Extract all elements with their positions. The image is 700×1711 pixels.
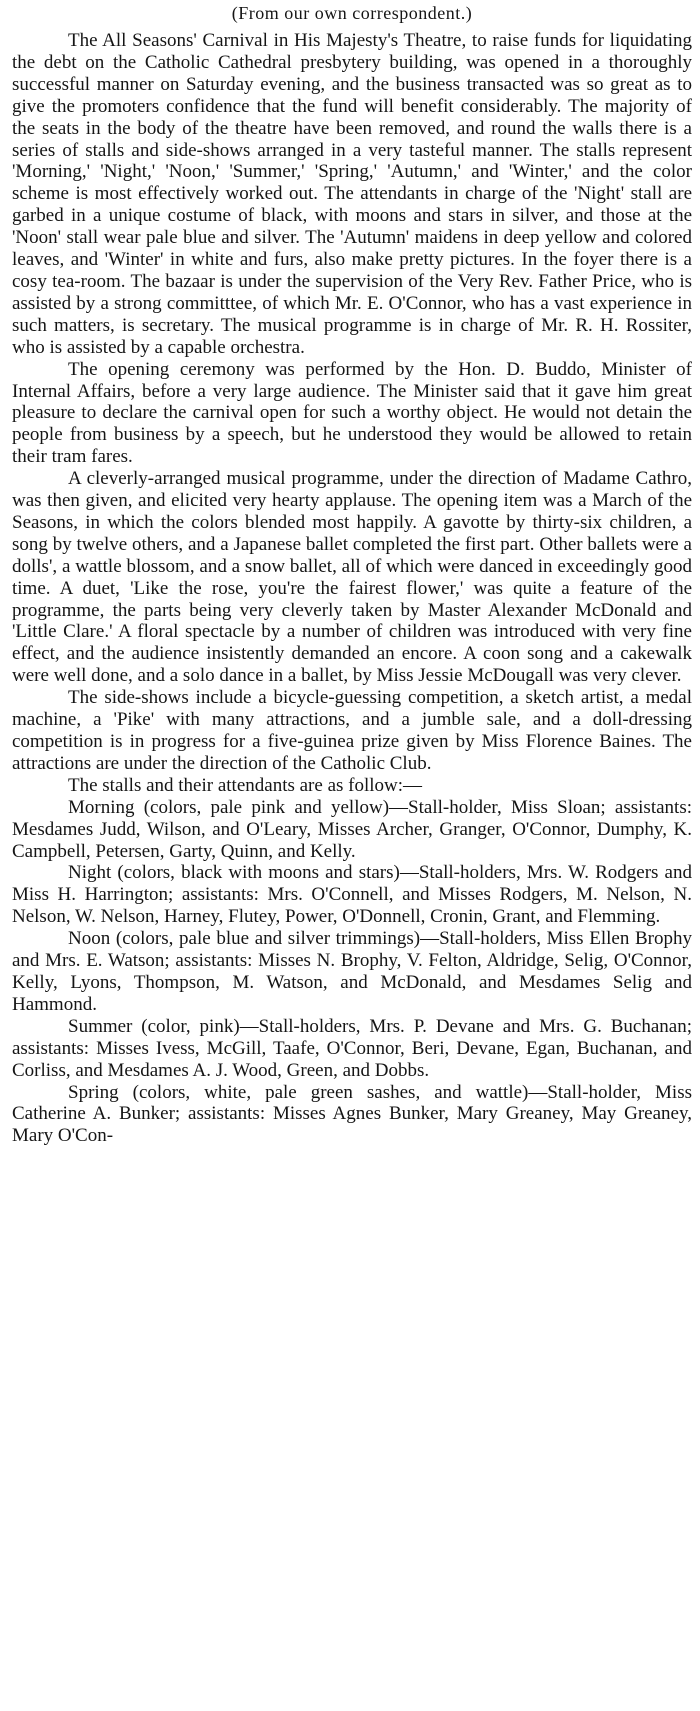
paragraph-side-shows: The side-shows include a bicycle-guessing competition, a sketch artist, a medal machine, a 'Pike' with many attractions, and a jumble sale, and a doll-dressing competition is in progress for a five-guinea prize given by Miss Florence Baines. The attractions are under the direction of the Catholic Club. [12,687,692,774]
stall-noon: Noon (colors, pale blue and silver trimmings)—Stall-holders, Miss Ellen Brophy and Mrs. E. Watson; assistants: Misses N. Brophy, V. Felton, Aldridge, Selig, O'Connor, Kelly, Lyons, Thompson, M. Watson, and McDonald, and Mesdames Selig and Hammond. [12,928,692,1015]
byline: (From our own correspondent.) [231,3,473,23]
stall-night: Night (colors, black with moons and stars)—Stall-holders, Mrs. W. Rodgers and Miss H. Harrington; assistants: Mrs. O'Connell, and Misses Rodgers, M. Nelson, N. Nelson, W. Nelson, Harney, Flutey, Power, O'Donnell, Cronin, Grant, and Flemming. [12,862,692,928]
stall-spring: Spring (colors, white, pale green sashes, and wattle)—Stall-holder, Miss Catherine A. Bunker; assistants: Misses Agnes Bunker, Mary Greaney, May Greaney, Mary O'Con- [12,1081,692,1147]
paragraph-ceremony: The opening ceremony was performed by the Hon. D. Buddo, Minister of Internal Affairs, before a very large audience. The Minister said that it gave him great pleasure to declare the carnival open for such a worthy object. He would not detain the people from business by a speech, but he understood they would be allowed to retain their tram fares. [12,358,692,468]
paragraph-opening: The All Seasons' Carnival in His Majesty's Theatre, to raise funds for liquidating the debt on the Catholic Cathedral presbytery building, was opened in a thoroughly successful manner on Saturday evening, and the business transacted was so great as to give the promoters confidence that the fund will benefit considerably. The majority of the seats in the body of the theatre have been removed, and round the walls there is a series of stalls and side-shows arranged in a very tasteful manner. The stalls represent 'Morning,' 'Night,' 'Noon,' 'Summer,' 'Spring,' 'Autumn,' and 'Winter,' and the color scheme is most effectively worked out. The attendants in charge of the 'Night' stall are garbed in a unique costume of black, with moons and stars in silver, and those at the 'Noon' stall wear pale blue and silver. The 'Autumn' maidens in deep yellow and colored leaves, and 'Winter' in white and furs, also make pretty pictures. In the foyer there is a cosy tea-room. The bazaar is under the supervision of the Very Rev. Father Price, who is assisted by a strong committtee, of which Mr. E. O'Connor, who has a vast experience in such matters, is secretary. The musical programme is in charge of Mr. R. H. Rossiter, who is assisted by a capable orchestra. [12,30,692,358]
paragraph-programme: A cleverly-arranged musical programme, under the direction of Madame Cathro, was then given, and elicited very hearty applause. The opening item was a March of the Seasons, in which the colors blended most happily. A gavotte by thirty-six children, a song by twelve others, and a Japanese ballet completed the first part. Other ballets were a dolls', a wattle blossom, and a snow ballet, all of which were danced in exceedingly good time. A duet, 'Like the rose, you're the fairest flower,' was quite a feature of the programme, the parts being very cleverly taken by Master Alexander McDonald and 'Little Clare.' A floral spectacle by a number of children was introduced with very fine effect, and the audience insistently demanded an encore. A coon song and a cakewalk were well done, and a solo dance in a ballet, by Miss Jessie McDougall was very clever. [12,468,692,687]
stall-summer: Summer (color, pink)—Stall-holders, Mrs. P. Devane and Mrs. G. Buchanan; assistants: Misses Ivess, McGill, Taafe, O'Connor, Beri, Devane, Egan, Buchanan, and Corliss, and Mesdames A. J. Wood, Green, and Dobbs. [12,1015,692,1081]
paragraph-stalls-intro: The stalls and their attendants are as follow:— [68,774,423,796]
stall-morning: Morning (colors, pale pink and yellow)—Stall-holder, Miss Sloan; assistants: Mesdames Judd, Wilson, and O'Leary, Misses Archer, Granger, O'Connor, Dumphy, K. Campbell, Petersen, Garty, Quinn, and Kelly. [12,796,692,862]
